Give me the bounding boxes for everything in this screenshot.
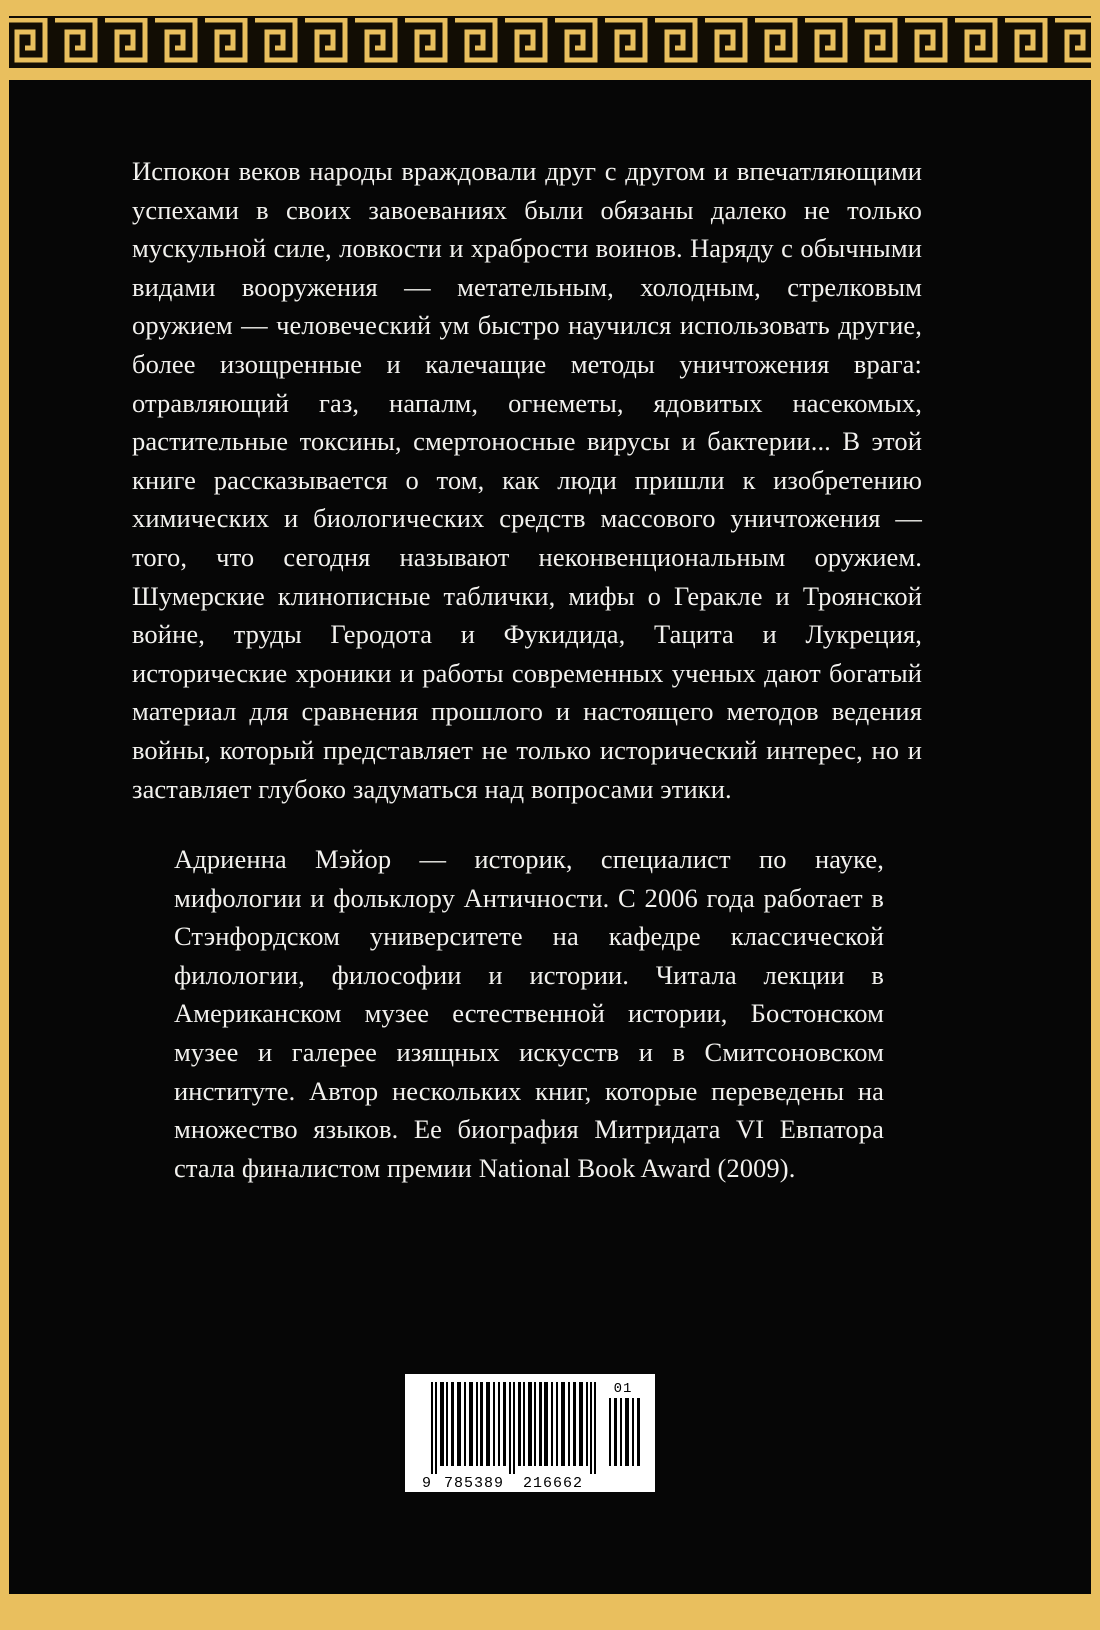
blurb-block <box>132 152 922 808</box>
meander-pattern <box>9 18 1091 66</box>
author-bio-block <box>174 840 884 1187</box>
barcode-digits-group1: 785389 <box>443 1475 505 1492</box>
author-bio-paragraph: Адриенна Мэйор — историк, специалист по науке, мифологии и фольклору Античности. С 2006 года работает в Стэнфордском университете на кафедре классической филологии, философии и истории. Читала лекции в Американском музее естественной истории, Бостонском музее и галерее изящных искусств и в Смитсоновском институте. Автор нескольких книг, которые переведены на множество языков. Ее биография Митридата VI Евпатора стала финалистом премии National Book Award (2009). <box>174 844 884 1183</box>
barcode-digit-left: 9 <box>421 1475 433 1492</box>
blurb-paragraph: Испокон веков народы враждовали друг с другом и впечатляющими успехами в своих завоеваниях были обязаны далеко не только мускульной силе, ловкости и храбрости воинов. Наряду с обычными видами вооружения — метательным, холодным, стрелковым оружием — человеческий ум быстро научился использовать другие, более изощренные и калечащие методы уничтожения врага: отравляющий газ, напалм, огнеметы, ядовитых насекомых, растительные токсины, смертоносные вирусы и бактерии... В этой книге рассказывается о том, как люди пришли к изобретению химических и биологических средств массового уничтожения — того, что сегодня называют неконвенциональным оружием. Шумерские клинописные таблички, мифы о Геракле и Троянской войне, труды Геродота и Фукидида, Тацита и Лукреция, исторические хроники и работы современных ученых дают богатый материал для сравнения прошлого и настоящего методов ведения войны, который представляет не только исторический интерес, но и заставляет глубоко задуматься над вопросами этики. <box>132 156 922 804</box>
barcode-addon-digits: 01 <box>613 1381 633 1397</box>
greek-key-border-band <box>9 0 1091 80</box>
barcode-digits-group2: 216662 <box>522 1475 584 1492</box>
band-rule-top <box>9 11 1091 16</box>
barcode-graphic <box>405 1374 655 1492</box>
band-rule-bottom <box>9 69 1091 74</box>
barcode <box>405 1374 655 1492</box>
